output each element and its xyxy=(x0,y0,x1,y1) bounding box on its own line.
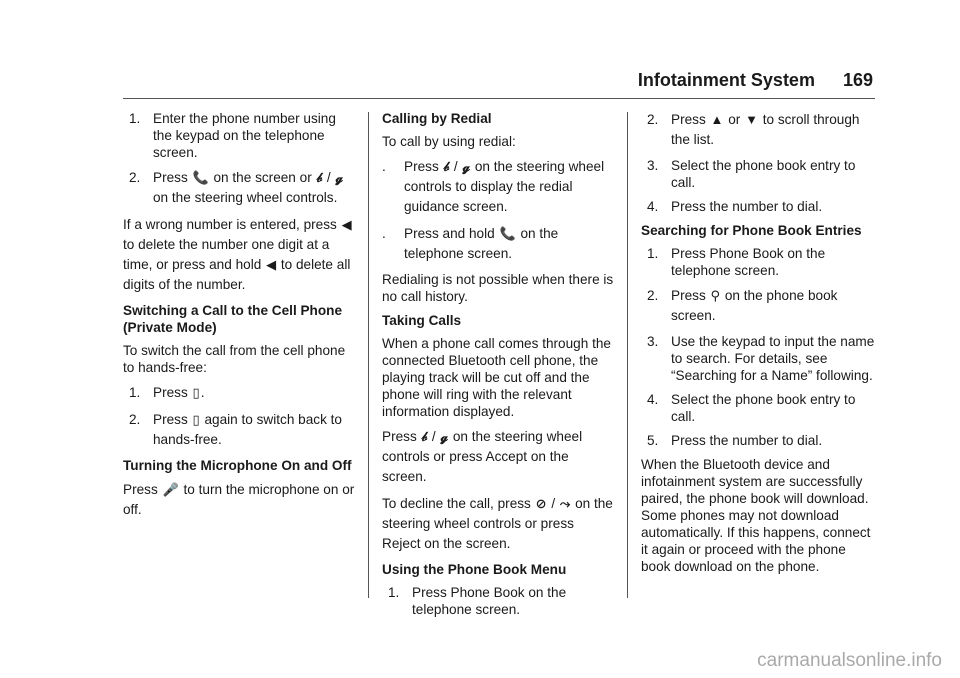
step-number: 5. xyxy=(647,433,659,448)
text: If a wrong number is entered, press xyxy=(123,217,337,232)
step-text: Press the number to dial. xyxy=(671,433,823,448)
bullet-mark: . xyxy=(382,226,386,241)
step xyxy=(647,198,877,215)
step-text: Select the phone book entry to call. xyxy=(671,158,856,190)
text: on the telephone screen. xyxy=(404,226,559,261)
section-heading: Calling by Redial xyxy=(382,111,492,126)
scroll-down-icon: ▼ xyxy=(745,112,758,127)
bullet-text xyxy=(404,157,614,217)
bullet-item xyxy=(382,224,614,264)
paragraph: When a phone call comes through the connected Bluetooth cell phone, the playing track will be cut off and the phone will ring with the relevant information displayed. xyxy=(382,336,611,419)
steering-voice-icon: 𝓰 xyxy=(335,170,344,185)
text: / xyxy=(431,429,436,444)
paragraph: To switch the call from the cell phone to hands-free: xyxy=(123,343,346,375)
text: or xyxy=(728,112,741,127)
step-text: Press the number to dial. xyxy=(671,199,823,214)
step-number: 2. xyxy=(129,170,141,185)
hang-up-icon: ⤳ xyxy=(559,496,571,511)
step-number: 3. xyxy=(647,158,659,173)
step-number: 4. xyxy=(647,199,659,214)
step-text: Press Phone Book on the telephone screen. xyxy=(671,246,826,278)
text: Press xyxy=(153,412,188,427)
paragraph xyxy=(123,480,355,520)
steering-call-icon: 𝒷 xyxy=(443,159,450,174)
section-heading: Turning the Microphone On and Off xyxy=(123,458,352,473)
step-text: Use the keypad to input the name to search. For details, see “Searching for a Name” following. xyxy=(671,334,875,383)
column-3 xyxy=(641,110,877,582)
section-heading: Switching a Call to the Cell Phone (Private Mode) xyxy=(123,303,343,335)
step-number: 2. xyxy=(647,112,659,127)
steering-call-icon: 𝒷 xyxy=(421,429,428,444)
paragraph xyxy=(382,427,614,487)
step xyxy=(388,584,614,618)
column-2 xyxy=(382,110,614,625)
step-number: 1. xyxy=(129,385,141,400)
steering-voice-icon: 𝓰 xyxy=(440,429,449,444)
text: on the steering wheel controls. xyxy=(153,190,338,205)
header-title: Infotainment System xyxy=(637,70,815,90)
text: / xyxy=(551,496,556,511)
private-mode-icon: ▯ xyxy=(192,385,200,400)
text: to delete all digits of the number. xyxy=(123,257,351,292)
section-heading: Taking Calls xyxy=(382,313,462,328)
step-text xyxy=(671,286,877,326)
bullet-mark: . xyxy=(382,159,386,174)
text: to turn the microphone on or off. xyxy=(123,482,355,517)
section-heading: Searching for Phone Book Entries xyxy=(641,223,862,238)
step-number: 1. xyxy=(129,111,141,126)
scroll-up-icon: ▲ xyxy=(710,112,724,127)
column-divider-2 xyxy=(627,112,628,598)
text: to scroll through the list. xyxy=(671,112,860,147)
text: Press xyxy=(123,482,158,497)
step-number: 1. xyxy=(388,585,400,600)
column-divider-1 xyxy=(368,112,369,598)
text: To decline the call, press xyxy=(382,496,531,511)
step-number: 2. xyxy=(129,412,141,427)
step xyxy=(647,286,877,326)
bullet-item xyxy=(382,157,614,217)
text: Press and hold xyxy=(404,226,495,241)
paragraph xyxy=(123,215,355,295)
steering-voice-icon: 𝓰 xyxy=(462,159,471,174)
step xyxy=(129,110,355,161)
text: on the steering wheel controls to display the redial guidance screen. xyxy=(404,159,605,214)
backspace-icon: ◀ xyxy=(266,257,277,272)
text: on the steering wheel controls or press Accept on the screen. xyxy=(382,429,583,484)
step-text xyxy=(153,410,355,450)
text: on the screen or xyxy=(213,170,312,185)
text: on the phone book screen. xyxy=(671,288,838,323)
text: on the steering wheel controls or press Reject on the screen. xyxy=(382,496,613,551)
step xyxy=(647,333,877,384)
steering-call-icon: 𝒷 xyxy=(316,170,323,185)
page-header xyxy=(123,70,873,98)
page-number: 169 xyxy=(842,70,873,90)
text: Press xyxy=(153,170,188,185)
paragraph: Redialing is not possible when there is no call history. xyxy=(382,272,614,304)
step-text: Press Phone Book on the telephone screen. xyxy=(412,585,567,617)
text: Press xyxy=(382,429,417,444)
header-rule xyxy=(123,98,875,99)
text: to delete the number one digit at a time, or press and hold xyxy=(123,237,330,272)
step-number: 3. xyxy=(647,334,659,349)
step xyxy=(647,432,877,449)
step-text xyxy=(153,383,355,403)
paragraph: To call by using redial: xyxy=(382,134,516,149)
microphone-mute-icon: 🎤 xyxy=(162,482,179,497)
text: Press xyxy=(153,385,188,400)
step-text: Select the phone book entry to call. xyxy=(671,392,856,424)
text: / xyxy=(453,159,458,174)
watermark: carmanualsonline.info xyxy=(757,650,942,671)
private-mode-icon: ▯ xyxy=(192,412,200,427)
phone-call-icon: 📞 xyxy=(192,170,209,185)
text: Press xyxy=(671,112,706,127)
phone-call-icon: 📞 xyxy=(499,226,516,241)
step-text xyxy=(671,110,877,150)
step xyxy=(647,157,877,191)
text: / xyxy=(326,170,331,185)
step xyxy=(647,110,877,150)
step-number: 4. xyxy=(647,392,659,407)
step-number: 1. xyxy=(647,246,659,261)
bullet-text xyxy=(404,224,614,264)
step xyxy=(647,245,877,279)
text: Press xyxy=(404,159,439,174)
decline-call-icon: ⊘ xyxy=(535,496,547,511)
step xyxy=(129,410,355,450)
step xyxy=(129,383,355,403)
section-heading: Using the Phone Book Menu xyxy=(382,562,567,577)
text: Press xyxy=(671,288,706,303)
text: again to switch back to hands-free. xyxy=(153,412,342,447)
step-number: 2. xyxy=(647,288,659,303)
step-text: Enter the phone number using the keypad on the telephone screen. xyxy=(153,111,336,160)
step-text xyxy=(153,168,355,208)
column-1 xyxy=(123,110,355,527)
text: . xyxy=(200,385,205,400)
step xyxy=(647,391,877,425)
search-icon: ⚲ xyxy=(710,288,721,303)
paragraph: When the Bluetooth device and infotainment system are successfully paired, the phone book will download. Some phones may not download automatically. If this happens, connect it again or proceed with the phone book download on the phone. xyxy=(641,457,871,574)
backspace-icon: ◀ xyxy=(341,217,352,232)
paragraph xyxy=(382,494,614,554)
step xyxy=(129,168,355,208)
